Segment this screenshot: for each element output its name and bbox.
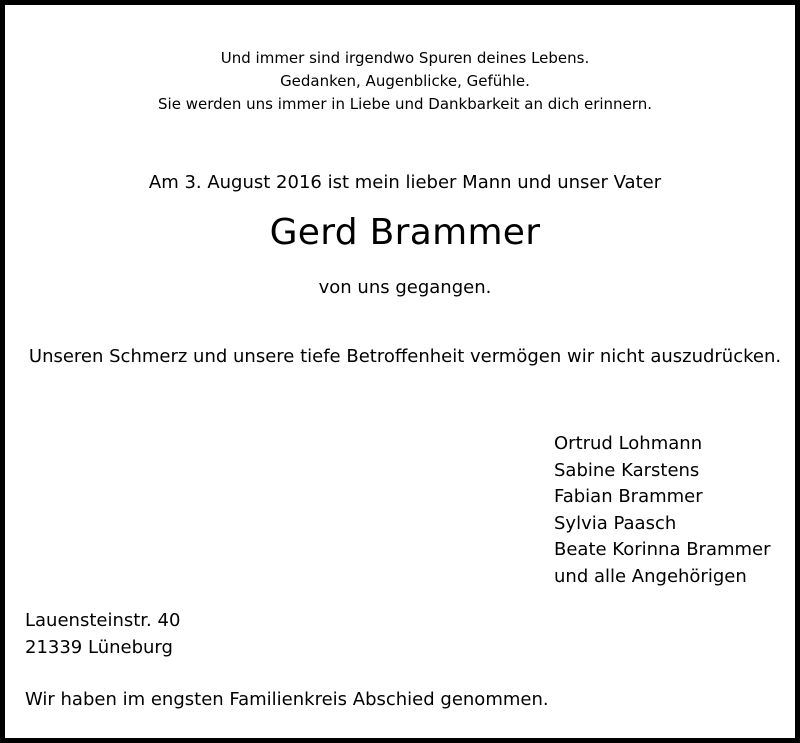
closing-statement: Wir haben im engsten Familienkreis Abschied genommen. [25, 689, 549, 710]
address-city: 21339 Lüneburg [25, 637, 173, 658]
mourner-name: Ortrud Lohmann [554, 433, 703, 454]
address-street: Lauensteinstr. 40 [25, 610, 181, 631]
mourner-name: Fabian Brammer [554, 486, 703, 508]
mourner-name: Sabine Karstens [554, 459, 700, 481]
passed-text: von uns gegangen. [318, 277, 492, 298]
motto-line-1: Und immer sind irgendwo Spuren deines Lebens. [220, 49, 590, 67]
grief-statement: Unseren Schmerz und unsere tiefe Betroffenheit vermögen wir nicht auszudrücken. [28, 346, 782, 367]
motto-line-2: Gedanken, Augenblicke, Gefühle. [280, 72, 530, 90]
mourner-name: Beate Korinna Brammer [554, 539, 771, 561]
mourner-name: und alle Angehörigen [554, 565, 747, 587]
mourner-name: Sylvia Paasch [554, 512, 677, 534]
deceased-name: Gerd Brammer [269, 212, 541, 253]
motto-line-3: Sie werden uns immer in Liebe und Dankbarkeit an dich erinnern. [158, 95, 652, 113]
intro-text: Am 3. August 2016 ist mein lieber Mann und unser Vater [148, 172, 662, 193]
mourners-list [554, 431, 771, 591]
